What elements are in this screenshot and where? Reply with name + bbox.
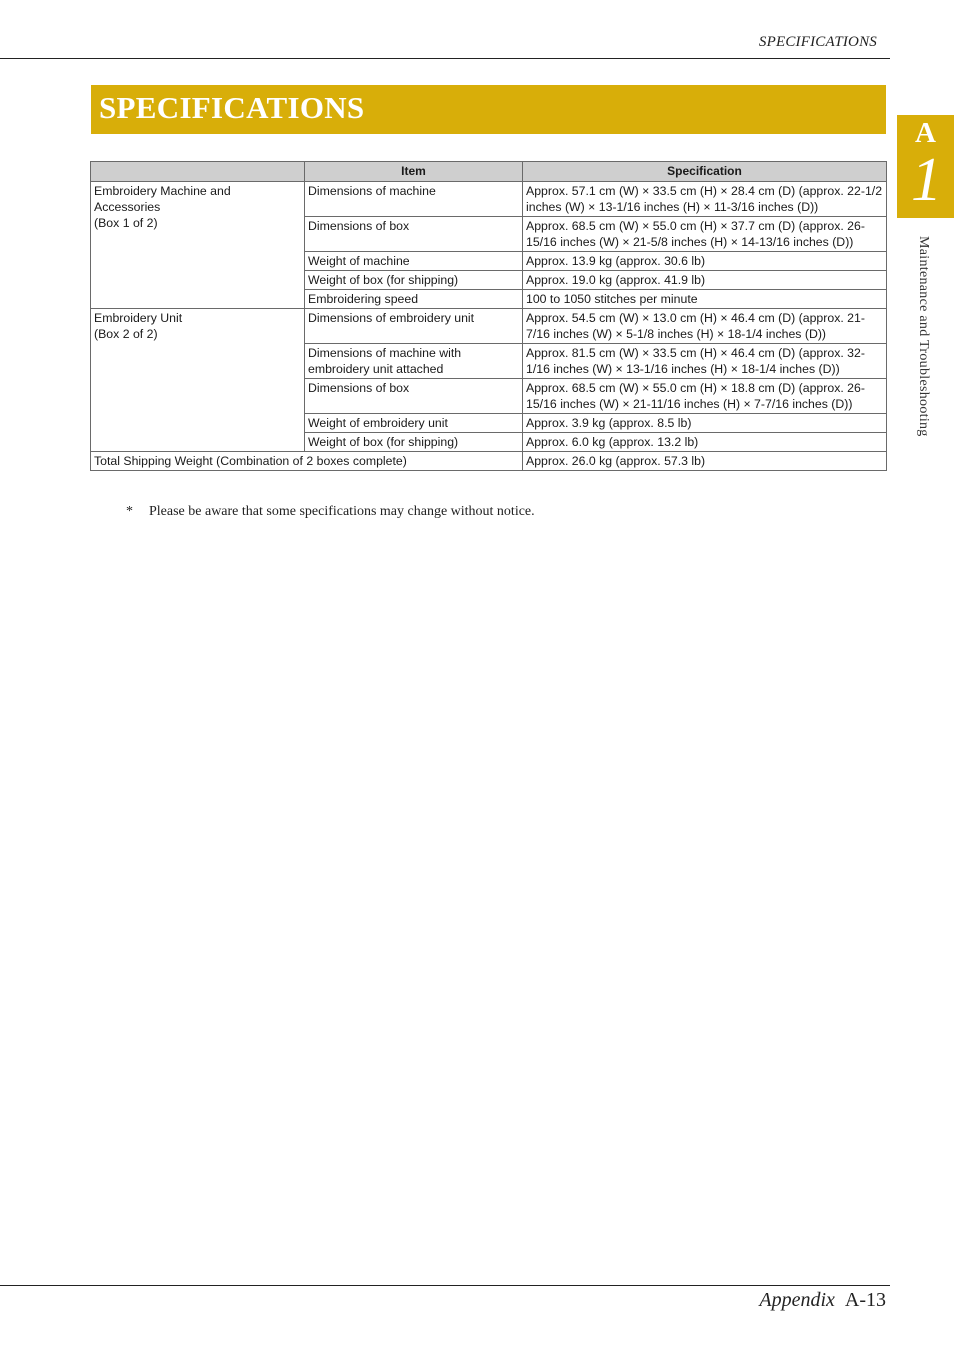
chapter-tab-number: 1	[911, 146, 942, 214]
item-cell: Dimensions of box	[305, 217, 523, 252]
table-header-row	[91, 162, 887, 182]
spec-cell: Approx. 54.5 cm (W) × 13.0 cm (H) × 46.4 cm (D) (approx. 21-7/16 inches (W) × 5-1/8 inches (H) × 18-1/4 inches (D))	[523, 309, 887, 344]
item-cell: Dimensions of box	[305, 379, 523, 414]
item-cell: Embroidering speed	[305, 290, 523, 309]
item-cell: Weight of embroidery unit	[305, 414, 523, 433]
spec-cell: Approx. 68.5 cm (W) × 55.0 cm (H) × 18.8 cm (D) (approx. 26-15/16 inches (W) × 21-11/16 inches (H) × 7-7/16 inches (D))	[523, 379, 887, 414]
page-number: A-13	[844, 1289, 886, 1311]
item-cell: Dimensions of machine	[305, 182, 523, 217]
page-footer	[759, 1289, 886, 1312]
group-cell	[91, 182, 305, 309]
footer-section: Appendix	[759, 1289, 835, 1311]
footnote-mark: *	[126, 504, 133, 519]
chapter-side-label: Maintenance and Troubleshooting	[916, 236, 931, 437]
spec-cell: Approx. 57.1 cm (W) × 33.5 cm (H) × 28.4 cm (D) (approx. 22-1/2 inches (W) × 13-1/16 inches (H) × 11-3/16 inches (D))	[523, 182, 887, 217]
group-name: Embroidery Machine and Accessories (Box 1 of 2)	[94, 184, 231, 230]
title-bar	[91, 85, 886, 134]
chapter-tab	[897, 115, 954, 218]
total-label: Total Shipping Weight (Combination of 2 boxes complete)	[91, 452, 523, 471]
item-cell: Weight of machine	[305, 252, 523, 271]
spec-cell: Approx. 81.5 cm (W) × 33.5 cm (H) × 46.4 cm (D) (approx. 32-1/16 inches (W) × 13-1/16 inches (H) × 18-1/4 inches (D))	[523, 344, 887, 379]
spec-cell: Approx. 13.9 kg (approx. 30.6 lb)	[523, 252, 887, 271]
table-row	[91, 182, 887, 217]
item-cell: Weight of box (for shipping)	[305, 433, 523, 452]
item-cell: Dimensions of embroidery unit	[305, 309, 523, 344]
chapter-tab-letter: A	[915, 117, 936, 149]
total-row	[91, 452, 887, 471]
footnote-text: Please be aware that some specifications may change without notice.	[149, 504, 535, 519]
spec-cell: Approx. 6.0 kg (approx. 13.2 lb)	[523, 433, 887, 452]
header-item: Item	[305, 162, 523, 182]
footnote	[126, 504, 535, 520]
spec-cell: Approx. 19.0 kg (approx. 41.9 lb)	[523, 271, 887, 290]
footer-rule	[0, 1285, 890, 1286]
total-spec: Approx. 26.0 kg (approx. 57.3 lb)	[523, 452, 887, 471]
specifications-table	[90, 161, 887, 471]
page-title: SPECIFICATIONS	[99, 90, 365, 125]
table-row	[91, 309, 887, 344]
group-name: Embroidery Unit (Box 2 of 2)	[94, 311, 183, 341]
spec-cell: 100 to 1050 stitches per minute	[523, 290, 887, 309]
spec-cell: Approx. 3.9 kg (approx. 8.5 lb)	[523, 414, 887, 433]
item-cell: Dimensions of machine with embroidery unit attached	[305, 344, 523, 379]
header-group	[91, 162, 305, 182]
running-header: SPECIFICATIONS	[758, 34, 877, 50]
group-cell	[91, 309, 305, 452]
header-rule	[0, 58, 890, 59]
header-specification: Specification	[523, 162, 887, 182]
item-cell: Weight of box (for shipping)	[305, 271, 523, 290]
spec-cell: Approx. 68.5 cm (W) × 55.0 cm (H) × 37.7 cm (D) (approx. 26-15/16 inches (W) × 21-5/8 inches (H) × 14-13/16 inches (D))	[523, 217, 887, 252]
